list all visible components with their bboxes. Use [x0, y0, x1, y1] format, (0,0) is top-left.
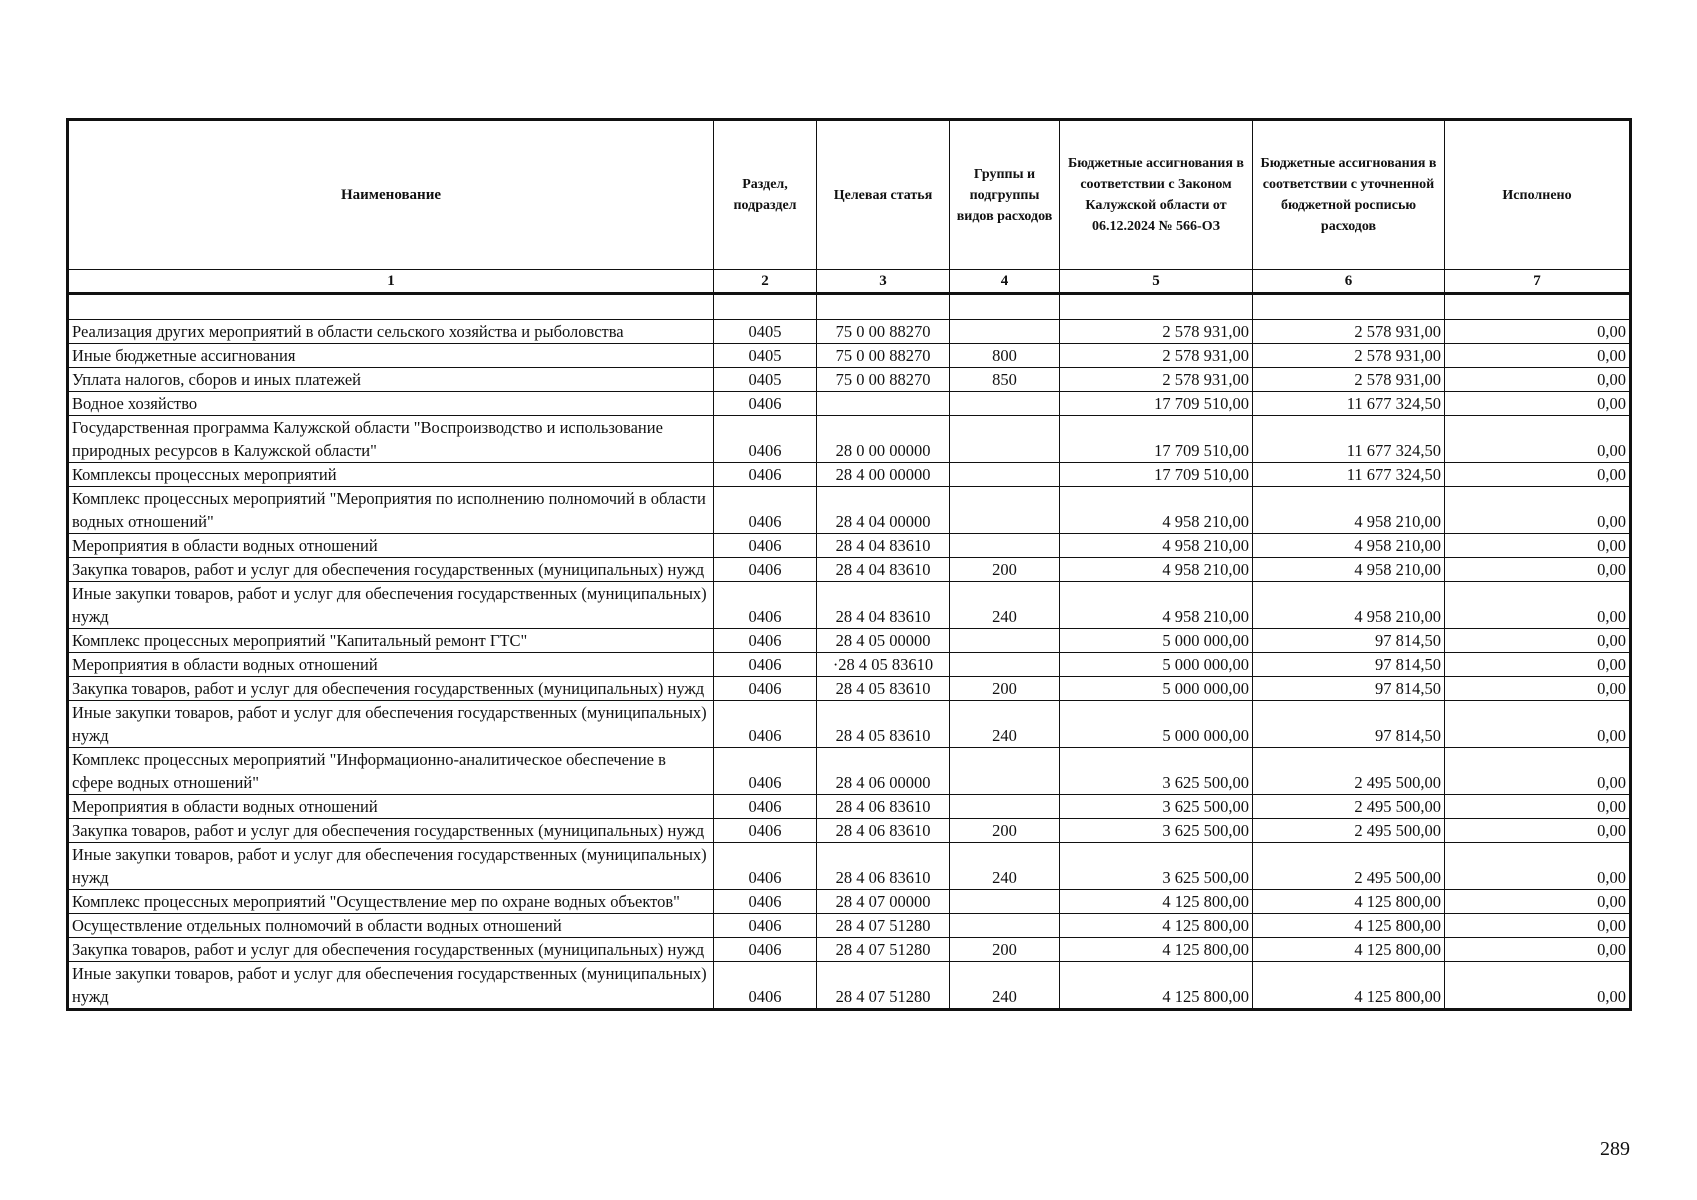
page-number: 289 — [1600, 1138, 1630, 1160]
row-target-article: 28 4 00 00000 — [817, 463, 950, 487]
row-law-allocation: 4 958 210,00 — [1060, 534, 1253, 558]
row-target-article: 28 4 04 00000 — [817, 487, 950, 534]
row-law-allocation: 17 709 510,00 — [1060, 392, 1253, 416]
table-row — [68, 344, 1631, 368]
row-expense-group: 800 — [950, 344, 1060, 368]
row-section: 0406 — [714, 748, 817, 795]
table-row — [68, 962, 1631, 1010]
row-section: 0405 — [714, 368, 817, 392]
row-target-article: 28 4 04 83610 — [817, 582, 950, 629]
row-name: Комплекс процессных мероприятий "Информационно-аналитическое обеспечение в сфере водных отношений" — [68, 748, 714, 795]
row-target-article: 28 4 07 00000 — [817, 890, 950, 914]
row-executed: 0,00 — [1445, 463, 1631, 487]
table-row — [68, 819, 1631, 843]
row-name: Комплексы процессных мероприятий — [68, 463, 714, 487]
row-target-article: 28 4 07 51280 — [817, 914, 950, 938]
row-section: 0406 — [714, 534, 817, 558]
header-expense-group: Группы и подгруппы видов расходов — [950, 120, 1060, 270]
column-number: 4 — [950, 270, 1060, 294]
row-revised-allocation: 11 677 324,50 — [1253, 463, 1445, 487]
row-section: 0406 — [714, 795, 817, 819]
row-target-article: 75 0 00 88270 — [817, 368, 950, 392]
table-row — [68, 582, 1631, 629]
row-name: Мероприятия в области водных отношений — [68, 534, 714, 558]
row-revised-allocation: 2 578 931,00 — [1253, 368, 1445, 392]
row-revised-allocation: 2 495 500,00 — [1253, 748, 1445, 795]
table-row — [68, 416, 1631, 463]
row-expense-group — [950, 463, 1060, 487]
column-number: 7 — [1445, 270, 1631, 294]
row-section: 0406 — [714, 487, 817, 534]
row-section: 0406 — [714, 843, 817, 890]
row-executed: 0,00 — [1445, 416, 1631, 463]
row-revised-allocation: 4 958 210,00 — [1253, 487, 1445, 534]
row-expense-group: 200 — [950, 938, 1060, 962]
header-revised-allocation: Бюджетные ассигнования в соответствии с уточненной бюджетной росписью расходов — [1253, 120, 1445, 270]
row-expense-group — [950, 653, 1060, 677]
row-law-allocation: 3 625 500,00 — [1060, 748, 1253, 795]
row-executed: 0,00 — [1445, 629, 1631, 653]
row-revised-allocation: 4 958 210,00 — [1253, 534, 1445, 558]
row-section: 0406 — [714, 938, 817, 962]
row-name: Иные закупки товаров, работ и услуг для обеспечения государственных (муниципальных) нужд — [68, 962, 714, 1010]
row-revised-allocation: 4 958 210,00 — [1253, 582, 1445, 629]
row-revised-allocation: 2 495 500,00 — [1253, 843, 1445, 890]
row-section: 0406 — [714, 701, 817, 748]
column-number-row — [68, 270, 1631, 294]
row-target-article: 28 0 00 00000 — [817, 416, 950, 463]
row-expense-group — [950, 416, 1060, 463]
row-expense-group — [950, 320, 1060, 344]
column-number: 2 — [714, 270, 817, 294]
row-name: Мероприятия в области водных отношений — [68, 653, 714, 677]
row-name: Иные бюджетные ассигнования — [68, 344, 714, 368]
row-revised-allocation: 4 125 800,00 — [1253, 962, 1445, 1010]
row-target-article: 28 4 04 83610 — [817, 558, 950, 582]
row-target-article: 28 4 07 51280 — [817, 938, 950, 962]
row-section: 0406 — [714, 582, 817, 629]
spacer-row — [68, 294, 1631, 320]
header-row — [68, 120, 1631, 270]
table-row — [68, 487, 1631, 534]
row-revised-allocation: 4 125 800,00 — [1253, 890, 1445, 914]
row-revised-allocation: 11 677 324,50 — [1253, 392, 1445, 416]
row-executed: 0,00 — [1445, 392, 1631, 416]
row-expense-group: 240 — [950, 582, 1060, 629]
column-number: 6 — [1253, 270, 1445, 294]
row-executed: 0,00 — [1445, 320, 1631, 344]
row-executed: 0,00 — [1445, 962, 1631, 1010]
row-law-allocation: 4 958 210,00 — [1060, 487, 1253, 534]
row-target-article: 28 4 05 00000 — [817, 629, 950, 653]
row-expense-group — [950, 629, 1060, 653]
row-revised-allocation: 4 958 210,00 — [1253, 558, 1445, 582]
row-name: Закупка товаров, работ и услуг для обеспечения государственных (муниципальных) нужд — [68, 677, 714, 701]
row-law-allocation: 3 625 500,00 — [1060, 819, 1253, 843]
row-revised-allocation: 11 677 324,50 — [1253, 416, 1445, 463]
row-expense-group — [950, 795, 1060, 819]
row-expense-group: 240 — [950, 843, 1060, 890]
row-executed: 0,00 — [1445, 914, 1631, 938]
row-target-article: 28 4 06 83610 — [817, 819, 950, 843]
row-section: 0406 — [714, 392, 817, 416]
row-name: Закупка товаров, работ и услуг для обеспечения государственных (муниципальных) нужд — [68, 938, 714, 962]
table-row — [68, 653, 1631, 677]
row-name: Иные закупки товаров, работ и услуг для обеспечения государственных (муниципальных) нужд — [68, 582, 714, 629]
row-revised-allocation: 4 125 800,00 — [1253, 938, 1445, 962]
column-number: 3 — [817, 270, 950, 294]
row-executed: 0,00 — [1445, 534, 1631, 558]
table-row — [68, 843, 1631, 890]
row-executed: 0,00 — [1445, 748, 1631, 795]
table-body — [68, 294, 1631, 1010]
row-expense-group: 850 — [950, 368, 1060, 392]
row-section: 0406 — [714, 463, 817, 487]
row-executed: 0,00 — [1445, 344, 1631, 368]
header-executed: Исполнено — [1445, 120, 1631, 270]
row-law-allocation: 17 709 510,00 — [1060, 463, 1253, 487]
row-name: Закупка товаров, работ и услуг для обеспечения государственных (муниципальных) нужд — [68, 819, 714, 843]
header-section: Раздел, подраздел — [714, 120, 817, 270]
row-name: Водное хозяйство — [68, 392, 714, 416]
row-expense-group — [950, 890, 1060, 914]
row-law-allocation: 4 125 800,00 — [1060, 890, 1253, 914]
row-revised-allocation: 97 814,50 — [1253, 653, 1445, 677]
table-row — [68, 701, 1631, 748]
table-row — [68, 795, 1631, 819]
table-row — [68, 320, 1631, 344]
row-target-article — [817, 392, 950, 416]
row-name: Мероприятия в области водных отношений — [68, 795, 714, 819]
row-executed: 0,00 — [1445, 938, 1631, 962]
row-name: Комплекс процессных мероприятий "Осуществление мер по охране водных объектов" — [68, 890, 714, 914]
row-executed: 0,00 — [1445, 582, 1631, 629]
row-section: 0406 — [714, 629, 817, 653]
row-law-allocation: 5 000 000,00 — [1060, 677, 1253, 701]
table-row — [68, 890, 1631, 914]
row-name: Иные закупки товаров, работ и услуг для обеспечения государственных (муниципальных) нужд — [68, 701, 714, 748]
row-law-allocation: 2 578 931,00 — [1060, 368, 1253, 392]
row-executed: 0,00 — [1445, 487, 1631, 534]
row-expense-group — [950, 914, 1060, 938]
row-law-allocation: 4 958 210,00 — [1060, 558, 1253, 582]
row-section: 0406 — [714, 558, 817, 582]
row-expense-group: 240 — [950, 962, 1060, 1010]
row-law-allocation: 4 125 800,00 — [1060, 962, 1253, 1010]
row-executed: 0,00 — [1445, 819, 1631, 843]
row-expense-group: 200 — [950, 558, 1060, 582]
row-expense-group: 240 — [950, 701, 1060, 748]
row-law-allocation: 17 709 510,00 — [1060, 416, 1253, 463]
table-row — [68, 558, 1631, 582]
row-law-allocation: 5 000 000,00 — [1060, 653, 1253, 677]
table-row — [68, 534, 1631, 558]
table-row — [68, 368, 1631, 392]
row-name: Закупка товаров, работ и услуг для обеспечения государственных (муниципальных) нужд — [68, 558, 714, 582]
table-row — [68, 914, 1631, 938]
table-row — [68, 677, 1631, 701]
row-law-allocation: 2 578 931,00 — [1060, 320, 1253, 344]
row-revised-allocation: 2 578 931,00 — [1253, 320, 1445, 344]
row-executed: 0,00 — [1445, 795, 1631, 819]
row-target-article: 28 4 07 51280 — [817, 962, 950, 1010]
row-target-article: 75 0 00 88270 — [817, 320, 950, 344]
row-name: Комплекс процессных мероприятий "Мероприятия по исполнению полномочий в области водных отношений" — [68, 487, 714, 534]
row-section: 0406 — [714, 890, 817, 914]
row-revised-allocation: 97 814,50 — [1253, 677, 1445, 701]
row-target-article: 75 0 00 88270 — [817, 344, 950, 368]
row-law-allocation: 5 000 000,00 — [1060, 701, 1253, 748]
row-expense-group: 200 — [950, 819, 1060, 843]
budget-table — [66, 118, 1632, 1011]
row-target-article: ·28 4 05 83610 — [817, 653, 950, 677]
row-expense-group — [950, 487, 1060, 534]
table-row — [68, 629, 1631, 653]
row-target-article: 28 4 06 83610 — [817, 843, 950, 890]
column-number: 5 — [1060, 270, 1253, 294]
header-law-allocation: Бюджетные ассигнования в соответствии с Законом Калужской области от 06.12.2024 № 566-ОЗ — [1060, 120, 1253, 270]
row-revised-allocation: 2 495 500,00 — [1253, 795, 1445, 819]
row-executed: 0,00 — [1445, 677, 1631, 701]
table-row — [68, 392, 1631, 416]
row-name: Реализация других мероприятий в области сельского хозяйства и рыболовства — [68, 320, 714, 344]
row-executed: 0,00 — [1445, 843, 1631, 890]
row-section: 0406 — [714, 914, 817, 938]
row-name: Комплекс процессных мероприятий "Капитальный ремонт ГТС" — [68, 629, 714, 653]
row-revised-allocation: 4 125 800,00 — [1253, 914, 1445, 938]
row-law-allocation: 4 958 210,00 — [1060, 582, 1253, 629]
row-target-article: 28 4 06 83610 — [817, 795, 950, 819]
table-row — [68, 463, 1631, 487]
row-expense-group: 200 — [950, 677, 1060, 701]
row-target-article: 28 4 05 83610 — [817, 701, 950, 748]
row-executed: 0,00 — [1445, 558, 1631, 582]
row-target-article: 28 4 06 00000 — [817, 748, 950, 795]
header-target-article: Целевая статья — [817, 120, 950, 270]
row-target-article: 28 4 05 83610 — [817, 677, 950, 701]
row-law-allocation: 4 125 800,00 — [1060, 914, 1253, 938]
row-expense-group — [950, 534, 1060, 558]
row-name: Уплата налогов, сборов и иных платежей — [68, 368, 714, 392]
row-executed: 0,00 — [1445, 368, 1631, 392]
row-law-allocation: 4 125 800,00 — [1060, 938, 1253, 962]
row-name: Государственная программа Калужской области "Воспроизводство и использование природных ресурсов в Калужской области" — [68, 416, 714, 463]
row-section: 0405 — [714, 320, 817, 344]
row-revised-allocation: 2 495 500,00 — [1253, 819, 1445, 843]
row-section: 0406 — [714, 962, 817, 1010]
table-row — [68, 748, 1631, 795]
row-section: 0406 — [714, 653, 817, 677]
row-section: 0405 — [714, 344, 817, 368]
row-revised-allocation: 97 814,50 — [1253, 701, 1445, 748]
header-name: Наименование — [68, 120, 714, 270]
row-name: Осуществление отдельных полномочий в области водных отношений — [68, 914, 714, 938]
table-row — [68, 938, 1631, 962]
row-section: 0406 — [714, 677, 817, 701]
row-section: 0406 — [714, 819, 817, 843]
row-law-allocation: 3 625 500,00 — [1060, 843, 1253, 890]
row-law-allocation: 3 625 500,00 — [1060, 795, 1253, 819]
row-target-article: 28 4 04 83610 — [817, 534, 950, 558]
row-revised-allocation: 97 814,50 — [1253, 629, 1445, 653]
column-number: 1 — [68, 270, 714, 294]
row-law-allocation: 2 578 931,00 — [1060, 344, 1253, 368]
row-revised-allocation: 2 578 931,00 — [1253, 344, 1445, 368]
row-name: Иные закупки товаров, работ и услуг для обеспечения государственных (муниципальных) нужд — [68, 843, 714, 890]
row-law-allocation: 5 000 000,00 — [1060, 629, 1253, 653]
row-executed: 0,00 — [1445, 701, 1631, 748]
row-expense-group — [950, 748, 1060, 795]
row-executed: 0,00 — [1445, 653, 1631, 677]
row-executed: 0,00 — [1445, 890, 1631, 914]
row-expense-group — [950, 392, 1060, 416]
row-section: 0406 — [714, 416, 817, 463]
